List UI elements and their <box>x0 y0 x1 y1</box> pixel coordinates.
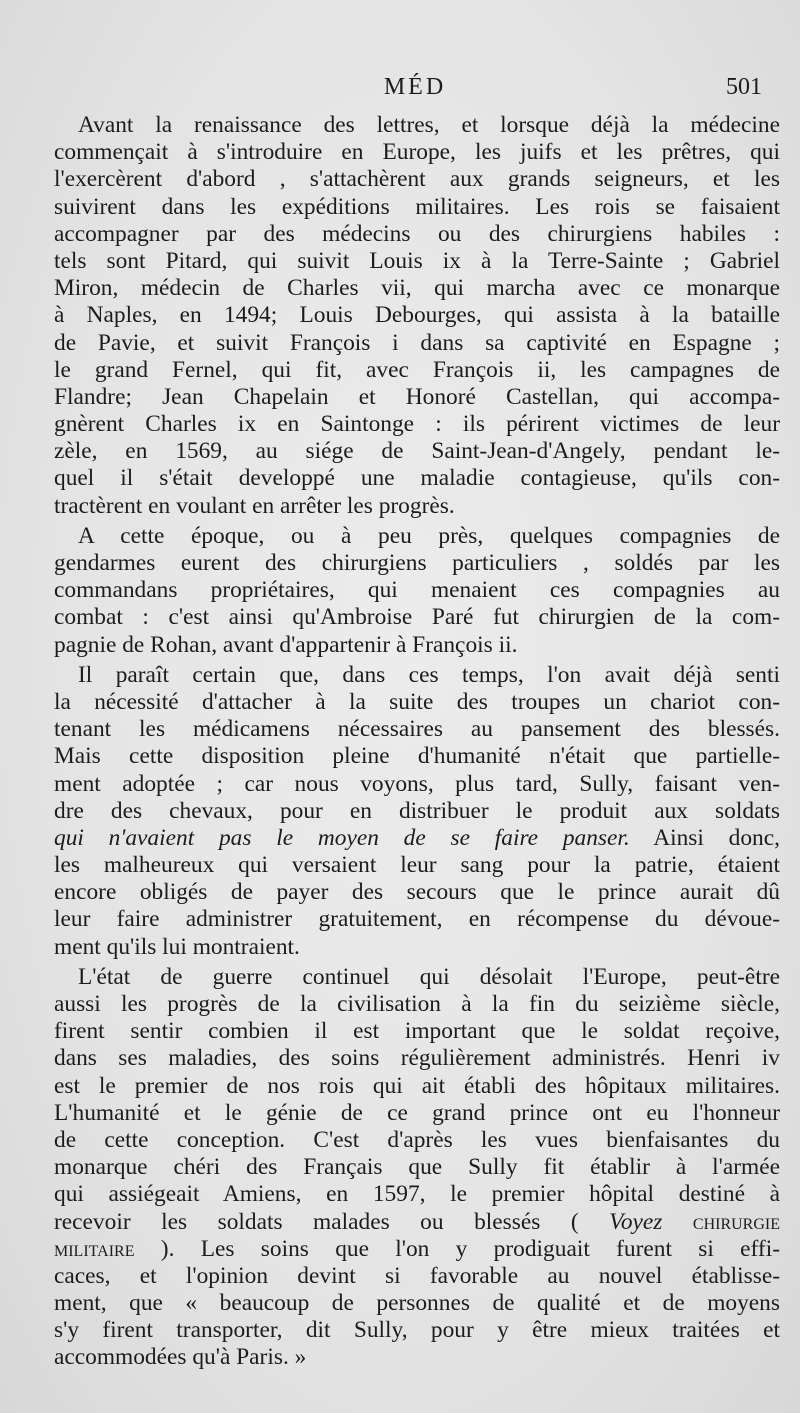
text-line: caces, et l'opinion devint si favorable au nouvel établisse- <box>54 1262 780 1289</box>
cross-reference-target: chirurgie <box>692 1208 780 1235</box>
text-line: encore obligés de payer des secours que le prince aurait dû <box>54 879 780 906</box>
text-line: le grand Fernel, qui fit, avec François ii, les campagnes de <box>54 356 780 383</box>
text-line: est le premier de nos rois qui ait établi des hôpitaux militaires. <box>54 1072 780 1099</box>
text-line: accompagner par des médecins ou des chirurgiens habiles : <box>54 220 780 247</box>
text-line: quel il s'était developpé une maladie contagieuse, qu'ils con- <box>54 465 780 492</box>
paragraph-1 <box>54 112 780 520</box>
text-line: zèle, en 1569, au siége de Saint-Jean-d'Angely, pendant le- <box>54 438 780 465</box>
text-line: dre des chevaux, pour en distribuer le produit aux soldats <box>54 797 780 824</box>
text-line: accommodées qu'à Paris. » <box>54 1344 307 1371</box>
text-line: pagnie de Rohan, avant d'appartenir à François ii. <box>54 631 518 658</box>
running-head <box>54 74 776 106</box>
text-line-cross-reference <box>54 1236 780 1263</box>
text-line: Flandre; Jean Chapelain et Honoré Castellan, qui accompa- <box>54 383 780 410</box>
text-line: de Pavie, et suivit François i dans sa captivité en Espagne ; <box>54 329 780 356</box>
text-line: tels sont Pitard, qui suivit Louis ix à la Terre-Sainte ; Gabriel <box>54 247 780 274</box>
text-line: l'exercèrent d'abord , s'attachèrent aux grands seigneurs, et les <box>54 166 780 193</box>
text-line: ment, que « beaucoup de personnes de qualité et de moyens <box>54 1290 780 1317</box>
text-line: L'état de guerre continuel qui désolait l'Europe, peut-être <box>78 963 780 990</box>
text-line: A cette époque, ou à peu près, quelques compagnies de <box>78 522 780 549</box>
text-line: firent sentir combien il est important que le soldat reçoive, <box>54 1018 780 1045</box>
paragraph-4 <box>54 964 780 1372</box>
text-line: Mais cette disposition pleine d'humanité n'était que partielle- <box>54 743 780 770</box>
text-fragment: Ainsi donc, <box>629 824 780 851</box>
text-line-cross-reference <box>54 1209 780 1236</box>
cross-reference-target: militaire <box>54 1235 135 1262</box>
text-line-italic-quote <box>54 825 780 852</box>
body-text <box>54 112 780 1372</box>
text-line: combat : c'est ainsi qu'Ambroise Paré fut chirurgien de la com- <box>54 604 780 631</box>
text-line: tenant les médicamens nécessaires au pansement des blessés. <box>54 716 780 743</box>
text-line: ment adoptée ; car nous voyons, plus tard, Sully, faisant ven- <box>54 770 780 797</box>
text-line: de cette conception. C'est d'après les vues bienfaisantes du <box>54 1126 780 1153</box>
text-line: la nécessité d'attacher à la suite des troupes un chariot con- <box>54 688 780 715</box>
text-line: commençait à s'introduire en Europe, les juifs et les prêtres, qui <box>54 139 780 166</box>
text-line: dans ses maladies, des soins régulièrement administrés. Henri iv <box>54 1045 780 1072</box>
text-line: tractèrent en voulant en arrêter les progrès. <box>54 492 455 519</box>
text-line: leur faire administrer gratuitement, en récompense du dévoue- <box>54 906 780 933</box>
text-line: suivirent dans les expéditions militaires. Les rois se faisaient <box>54 193 780 220</box>
text-line: les malheureux qui versaient leur sang pour la patrie, étaient <box>54 852 780 879</box>
text-line: gendarmes eurent des chirurgiens particuliers , soldés par les <box>54 550 780 576</box>
text-line: gnèrent Charles ix en Saintonge : ils périrent victimes de leur <box>54 411 780 438</box>
text-line: ment qu'ils lui montraient. <box>54 933 300 960</box>
text-line: monarque chéri des Français que Sully fit établir à l'armée <box>54 1154 780 1181</box>
italic-quote: qui n'avaient pas le moyen de se faire panser. <box>54 824 630 851</box>
text-fragment: recevoir les soldats malades ou blessés ( <box>54 1208 610 1235</box>
paragraph-3 <box>54 662 780 961</box>
text-line: qui assiégeait Amiens, en 1597, le premier hôpital destiné à <box>54 1181 780 1208</box>
text-line: s'y firent transporter, dit Sully, pour y être mieux traitées et <box>54 1317 780 1344</box>
text-line: L'humanité et le génie de ce grand prince ont eu l'honneur <box>54 1099 780 1126</box>
cross-reference-voyez: Voyez <box>609 1208 663 1235</box>
text-line: à Naples, en 1494; Louis Debourges, qui assista à la bataille <box>54 302 780 329</box>
text-line: Avant la renaissance des lettres, et lorsque déjà la médecine <box>78 112 780 138</box>
text-line: Miron, médecin de Charles vii, qui marcha avec ce monarque <box>54 275 780 302</box>
running-head-title: MÉD <box>383 74 447 100</box>
page-number: 501 <box>726 74 762 100</box>
text-line: commandans propriétaires, qui menaient ces compagnies au <box>54 577 780 604</box>
text-fragment: ). Les soins que l'on y prodiguait furent si effi- <box>160 1235 780 1262</box>
paragraph-2 <box>54 523 780 659</box>
text-line: aussi les progrès de la civilisation à la fin du seizième siècle, <box>54 991 780 1017</box>
text-line: Il paraît certain que, dans ces temps, l'on avait déjà senti <box>78 661 780 688</box>
